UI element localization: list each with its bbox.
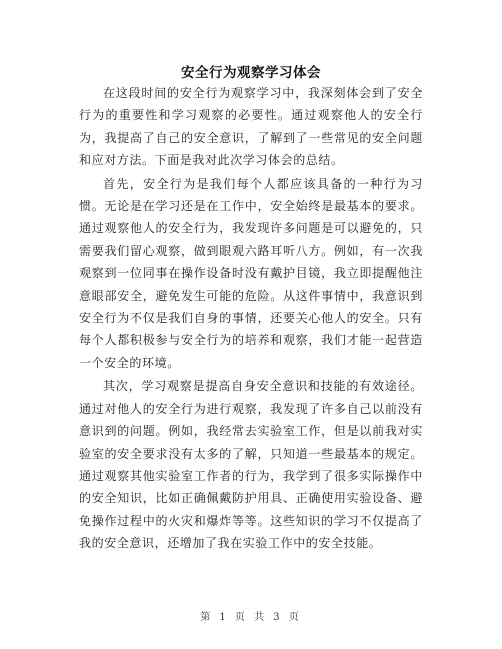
document-title: 安全行为观察学习体会 <box>181 65 321 81</box>
paragraph-intro: 在这段时间的安全行为观察学习中，我深刻体会到了安全行为的重要性和学习观察的必要性。通过观察他人的安全行为，我提高了自己的安全意识，了解到了一些常见的安全问题和应对方法。下面是我对此次学习体会的总结。 <box>79 86 423 168</box>
paragraph-first: 首先，安全行为是我们每个人都应该具备的一种行为习惯。无论是在学习还是在工作中，安全始终是最基本的要求。通过观察他人的安全行为，我发现许多问题是可以避免的，只需要我们留心观察，做到眼观六路耳听八方。例如，有一次我观察到一位同事在操作设备时没有戴护目镜，我立即提醒他注意眼部安全，避免发生可能的危险。从这件事情中，我意识到安全行为不仅是我们自身的事情，还要关心他人的安全。只有每个人都积极参与安全行为的培养和观察，我们才能一起营造一个安全的环境。 <box>79 176 423 370</box>
paragraph-second: 其次，学习观察是提高自身安全意识和技能的有效途径。通过对他人的安全行为进行观察，我发现了许多自己以前没有意识到的问题。例如，我经常去实验室工作，但是以前我对实验室的安全要求没有太多的了解，只知道一些最基本的规定。通过观察其他实验室工作者的行为，我学到了很多实际操作中的安全知识，比如正确佩戴防护用具、正确使用实验设备、避免操作过程中的火灾和爆炸等等。这些知识的学习不仅提高了我的安全意识，还增加了我在实验工作中的安全技能。 <box>79 379 423 551</box>
page-number-footer: 第 1 页 共 3 页 <box>200 612 302 623</box>
document-body <box>79 82 423 556</box>
